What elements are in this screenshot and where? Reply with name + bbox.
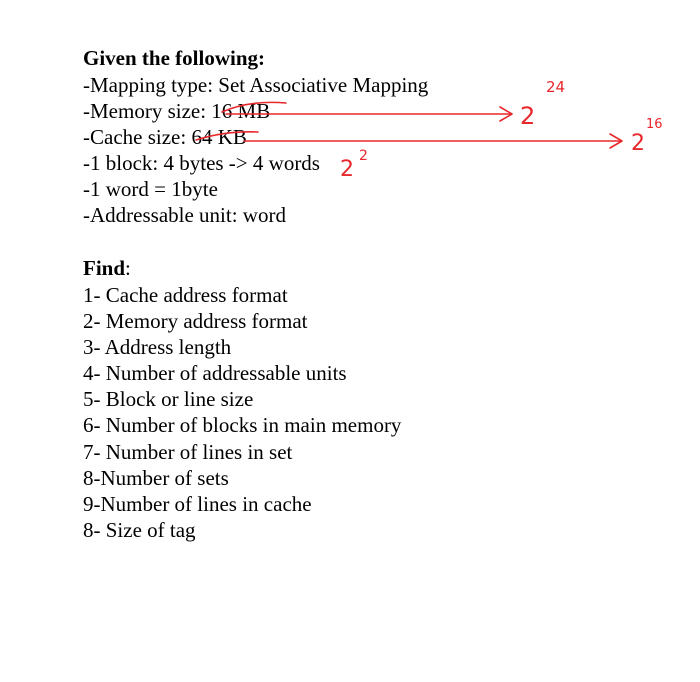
find-item-addressable-units: 4- Number of addressable units bbox=[83, 361, 347, 385]
find-item-number-of-sets: 8-Number of sets bbox=[83, 466, 229, 490]
find-item-address-length: 3- Address length bbox=[83, 335, 232, 359]
find-item-memory-address-format: 2- Memory address format bbox=[83, 309, 308, 333]
given-block-size: -1 block: 4 bytes -> 4 words bbox=[83, 151, 320, 175]
find-item-cache-address-format: 1- Cache address format bbox=[83, 283, 288, 307]
find-item-lines-in-cache: 9-Number of lines in cache bbox=[83, 492, 312, 516]
find-item-blocks-in-memory: 6- Number of blocks in main memory bbox=[83, 413, 402, 437]
find-heading-colon: : bbox=[125, 256, 131, 280]
given-mapping-type: -Mapping type: Set Associative Mapping bbox=[83, 73, 429, 97]
memory-arrow-head-icon bbox=[500, 107, 512, 121]
memory-power-exponent: 24 bbox=[546, 78, 566, 96]
given-heading: Given the following: bbox=[83, 46, 265, 70]
given-memory-size: -Memory size: 16 MB bbox=[83, 99, 271, 123]
memory-power-base: 2 bbox=[520, 102, 536, 130]
find-item-tag-size: 8- Size of tag bbox=[83, 518, 196, 542]
cache-power-base: 2 bbox=[631, 131, 645, 156]
find-heading bbox=[83, 255, 131, 281]
cache-arrow-head-icon bbox=[610, 134, 622, 148]
cache-power-exponent: 16 bbox=[646, 117, 663, 132]
find-item-block-size: 5- Block or line size bbox=[83, 387, 254, 411]
find-heading-label: Find bbox=[83, 256, 126, 280]
given-addressable-unit: -Addressable unit: word bbox=[83, 203, 286, 227]
words-power-exponent: 2 bbox=[359, 148, 368, 164]
given-cache-size: -Cache size: 64 KB bbox=[83, 125, 247, 149]
given-word-size: -1 word = 1byte bbox=[83, 177, 218, 201]
words-power-base: 2 bbox=[340, 157, 354, 182]
find-item-lines-in-set: 7- Number of lines in set bbox=[83, 440, 293, 464]
